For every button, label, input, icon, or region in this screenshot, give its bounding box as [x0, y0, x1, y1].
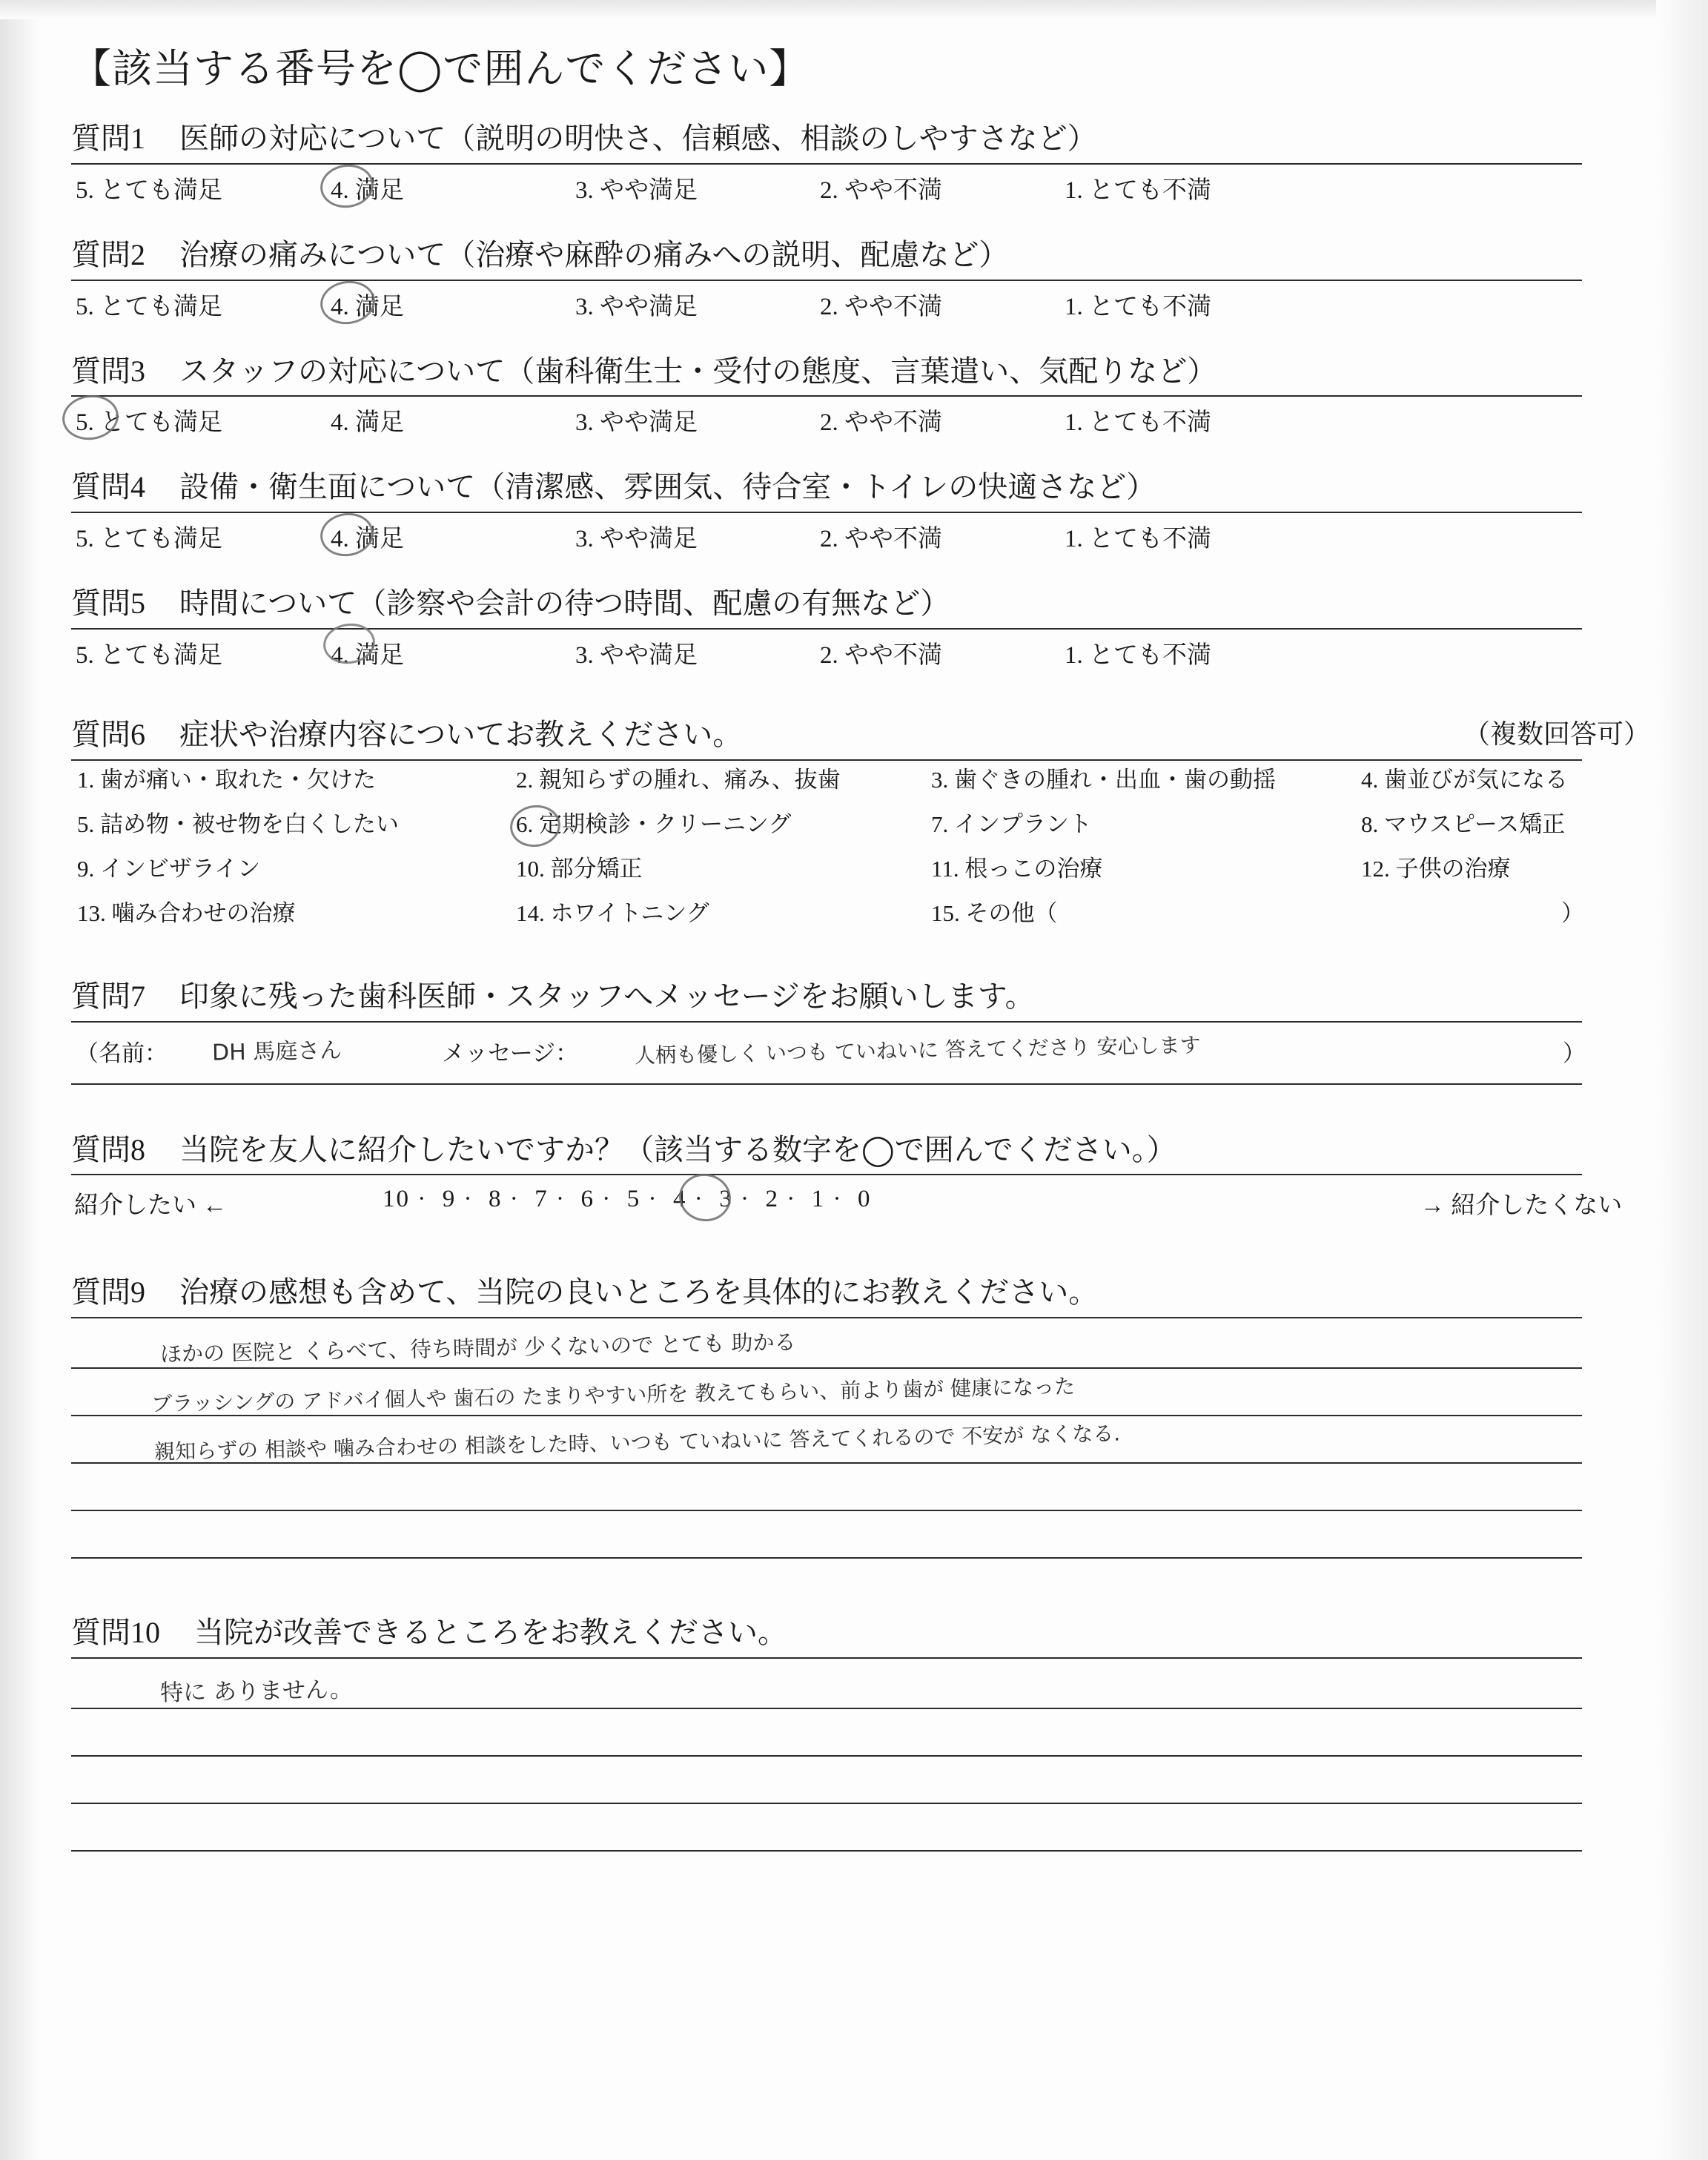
- q7-message-value[interactable]: 人柄も優しく いつも ていねいに 答えてくださり 安心します: [634, 1032, 1201, 1068]
- question-heading-q5: [71, 584, 1650, 624]
- option-q3-4[interactable]: 4. 満足: [331, 409, 404, 437]
- question-block-q10: [71, 1614, 1650, 1852]
- option-q4-1[interactable]: 1. とても不満: [1065, 526, 1211, 553]
- rating-options-q3: [71, 403, 1650, 437]
- option-q4-3[interactable]: 3. やや満足: [575, 526, 698, 553]
- question-heading-q1: [71, 119, 1650, 159]
- q10-answer-text-1: 特に ありません。: [159, 1676, 354, 1707]
- q10-answer-area[interactable]: [71, 1662, 1650, 1852]
- divider-q3: [71, 395, 1582, 397]
- divider-q6: [71, 759, 1582, 761]
- question-block-q1: [71, 119, 1650, 205]
- divider-q10: [71, 1657, 1582, 1659]
- option-q1-2[interactable]: 2. やや不満: [820, 176, 942, 204]
- q6-option-1[interactable]: 1. 歯が痛い・取れた・欠けた: [77, 766, 376, 793]
- divider-q1: [71, 163, 1582, 165]
- q10-answer-line-3[interactable]: [71, 1757, 1582, 1804]
- question-text-q6: 症状や治療内容についてお教えください。: [179, 717, 743, 751]
- option-q5-2[interactable]: 2. やや不満: [820, 641, 942, 669]
- q9-answer-line-4[interactable]: [71, 1464, 1582, 1511]
- q8-scale-6[interactable]: 6: [580, 1186, 595, 1213]
- q6-option-15[interactable]: 15. その他（: [931, 899, 1058, 926]
- option-q1-3[interactable]: 3. やや満足: [575, 176, 698, 204]
- question-number-q3: 質問3: [71, 354, 145, 388]
- question-heading-q10: [71, 1614, 1650, 1653]
- q7-name-value[interactable]: DH 馬庭さん: [211, 1037, 342, 1066]
- question-text-q9: 治療の感想も含めて、当院の良いところを具体的にお教えください。: [179, 1275, 1099, 1309]
- question-number-q1: 質問1: [71, 122, 145, 155]
- option-q4-4[interactable]: 4. 満足: [331, 526, 404, 553]
- divider-q7: [71, 1021, 1582, 1023]
- rating-options-q4: [71, 519, 1650, 553]
- question-heading-q9: [71, 1273, 1650, 1312]
- option-q3-3[interactable]: 3. やや満足: [575, 409, 698, 437]
- question-block-q4: [71, 468, 1650, 553]
- option-q3-2[interactable]: 2. やや不満: [820, 409, 942, 437]
- q7-answer-row: [71, 1030, 1650, 1079]
- q6-option-10[interactable]: 10. 部分矯正: [516, 855, 643, 882]
- q6-option-13[interactable]: 13. 噛み合わせの治療: [77, 899, 296, 926]
- scan-edge-left: [0, 0, 40, 2160]
- option-q4-2[interactable]: 2. やや不満: [820, 526, 942, 553]
- option-q1-5[interactable]: 5. とても満足: [76, 176, 222, 204]
- q8-scale-numbers[interactable]: 10 · 9 · 8 · 7 · 6 · 5 · 4 · 3 · 2 · 1 · 0: [383, 1186, 872, 1213]
- option-q3-5[interactable]: 5. とても満足: [76, 409, 222, 437]
- option-q2-5[interactable]: 5. とても満足: [76, 293, 222, 320]
- q7-message-label: メッセージ：: [442, 1040, 579, 1066]
- q10-answer-line-4[interactable]: [71, 1804, 1582, 1852]
- divider-q7-bottom: [71, 1083, 1582, 1085]
- q6-option-7[interactable]: 7. インプラント: [931, 810, 1092, 837]
- q9-answer-line-5[interactable]: [71, 1511, 1582, 1559]
- question-number-q8: 質問8: [71, 1132, 145, 1166]
- q6-option-9[interactable]: 9. インビザライン: [77, 855, 261, 882]
- q8-scale-3[interactable]: 3: [719, 1186, 733, 1213]
- rating-options-q5: [71, 635, 1650, 670]
- q8-scale-5[interactable]: 5: [626, 1186, 641, 1213]
- q8-scale-10[interactable]: 10: [383, 1186, 410, 1213]
- option-q4-5[interactable]: 5. とても満足: [76, 526, 222, 553]
- scan-edge-right: [1656, 0, 1708, 2160]
- q6-option-11[interactable]: 11. 根っこの治療: [931, 855, 1103, 882]
- q8-scale-4[interactable]: 4: [673, 1186, 687, 1213]
- question-number-q7: 質問7: [71, 979, 145, 1013]
- q9-answer-text-3: 親知らずの 相談や 噛み合わせの 相談をした時、いつも ていねいに 答えてくれるので 不安が なくなる.: [153, 1421, 1121, 1464]
- divider-q4: [71, 512, 1582, 513]
- question-block-q5: [71, 584, 1650, 670]
- q8-scale-2[interactable]: 2: [765, 1186, 779, 1213]
- q10-answer-line-1[interactable]: [71, 1662, 1582, 1709]
- q6-row-4: [71, 899, 1650, 946]
- q8-scale-9[interactable]: 9: [442, 1186, 457, 1213]
- question-heading-q6: [71, 716, 1650, 755]
- rating-options-q2: [71, 287, 1650, 321]
- q6-row-3: [71, 857, 1650, 902]
- q6-row-2: [71, 810, 1650, 857]
- q6-option-8[interactable]: 8. マウスピース矯正: [1361, 810, 1566, 837]
- q9-answer-text-2: ブラッシングの アドバイ個人や 歯石の たまりやすい所を 教えてもらい、前より歯が 健康になった: [150, 1374, 1076, 1417]
- question-heading-q4: [71, 468, 1650, 507]
- question-text-q1: 医師の対応について（説明の明快さ、信頼感、相談のしやすさなど）: [179, 122, 1097, 155]
- option-q1-1[interactable]: 1. とても不満: [1065, 176, 1211, 204]
- question-number-q4: 質問4: [71, 470, 145, 504]
- option-q1-4[interactable]: 4. 満足: [331, 176, 404, 204]
- q9-answer-text-1: ほかの 医院と くらべて、待ち時間が 少くないので とても 助かる: [159, 1329, 796, 1367]
- q8-scale-1[interactable]: 1: [811, 1186, 826, 1213]
- q9-answer-line-3[interactable]: [71, 1416, 1582, 1464]
- q7-name-label: （名前：: [76, 1040, 168, 1066]
- question-heading-q7: [71, 977, 1650, 1017]
- question-number-q9: 質問9: [71, 1275, 145, 1309]
- rating-options-q1: [71, 171, 1650, 205]
- q9-answer-line-2[interactable]: [71, 1369, 1582, 1416]
- question-block-q2: [71, 236, 1650, 321]
- option-q2-1[interactable]: 1. とても不満: [1065, 293, 1211, 320]
- question-text-q4: 設備・衛生面について（清潔感、雰囲気、待合室・トイレの快適さなど）: [179, 470, 1156, 504]
- q6-option-4[interactable]: 4. 歯並びが気になる: [1361, 766, 1568, 793]
- option-q3-1[interactable]: 1. とても不満: [1065, 409, 1211, 437]
- q8-scale-8[interactable]: 8: [489, 1186, 503, 1213]
- divider-q5: [71, 628, 1582, 630]
- option-q5-1[interactable]: 1. とても不満: [1065, 641, 1211, 669]
- q6-option-6[interactable]: 6. 定期検診・クリーニング: [516, 810, 792, 837]
- divider-q8: [71, 1174, 1582, 1175]
- q9-answer-area[interactable]: [71, 1321, 1650, 1559]
- scan-edge-top: [0, 0, 1708, 19]
- question-heading-q3: [71, 352, 1650, 392]
- divider-q2: [71, 280, 1582, 281]
- question-block-q7: [71, 977, 1650, 1085]
- question-text-q8: 当院を友人に紹介したいですか？（該当する数字を◯で囲んでください。）: [179, 1132, 1176, 1166]
- q6-option-5[interactable]: 5. 詰め物・被せ物を白くしたい: [77, 810, 399, 837]
- q6-option-grid: [71, 768, 1650, 946]
- q6-option-3[interactable]: 3. 歯ぐきの腫れ・出血・歯の動揺: [931, 766, 1276, 793]
- question-text-q5: 時間について（診察や会計の待つ時間、配慮の有無など）: [179, 587, 950, 621]
- option-q2-4[interactable]: 4. 満足: [331, 293, 404, 320]
- q6-option-12[interactable]: 12. 子供の治療: [1361, 855, 1511, 882]
- option-q5-4[interactable]: 4. 満足: [331, 641, 404, 669]
- question-heading-q8: [71, 1131, 1650, 1170]
- question-text-q10: 当院が改善できるところをお教えください。: [194, 1616, 787, 1650]
- q8-scale-7[interactable]: 7: [534, 1186, 549, 1213]
- q6-option-2[interactable]: 2. 親知らずの腫れ、痛み、抜歯: [516, 766, 841, 793]
- page-title: 【該当する番号を◯で囲んでください】: [71, 47, 810, 91]
- question-text-q7: 印象に残った歯科医師・スタッフへメッセージをお願いします。: [179, 979, 1035, 1013]
- question-number-q5: 質問5: [71, 587, 145, 621]
- question-block-q9: [71, 1273, 1650, 1559]
- question-number-q2: 質問2: [71, 237, 145, 271]
- q8-scale-row: [71, 1183, 1650, 1227]
- option-q5-5[interactable]: 5. とても満足: [76, 641, 222, 669]
- question-block-q8: [71, 1131, 1650, 1228]
- q8-scale-0[interactable]: 0: [858, 1186, 872, 1213]
- q10-answer-line-2[interactable]: [71, 1709, 1582, 1757]
- question-number-q10: 質問10: [71, 1616, 160, 1650]
- option-q2-3[interactable]: 3. やや満足: [575, 293, 698, 320]
- q6-multi-answer-note: （複数回答可）: [1463, 719, 1650, 749]
- q8-left-label: 紹介したい ←: [74, 1192, 228, 1220]
- q9-answer-line-1[interactable]: [71, 1321, 1582, 1369]
- q7-close-paren: ）: [1563, 1040, 1586, 1066]
- question-text-q3: スタッフの対応について（歯科衛生士・受付の態度、言葉遣い、気配りなど）: [179, 354, 1217, 388]
- divider-q9: [71, 1317, 1582, 1318]
- q6-row-1: [71, 768, 1650, 813]
- survey-content: [71, 37, 1650, 1863]
- q6-option-14[interactable]: 14. ホワイトニング: [516, 899, 709, 926]
- question-heading-q2: [71, 236, 1650, 275]
- q6-option-15-close-paren: ）: [1561, 899, 1584, 926]
- question-number-q6: 質問6: [71, 717, 145, 751]
- q8-right-label: → 紹介したくない: [1420, 1192, 1623, 1220]
- option-q5-3[interactable]: 3. やや満足: [575, 641, 698, 669]
- question-block-q6: [71, 716, 1650, 946]
- question-block-q3: [71, 352, 1650, 437]
- option-q2-2[interactable]: 2. やや不満: [820, 293, 942, 320]
- question-text-q2: 治療の痛みについて（治療や麻酔の痛みへの説明、配慮など）: [179, 237, 1009, 271]
